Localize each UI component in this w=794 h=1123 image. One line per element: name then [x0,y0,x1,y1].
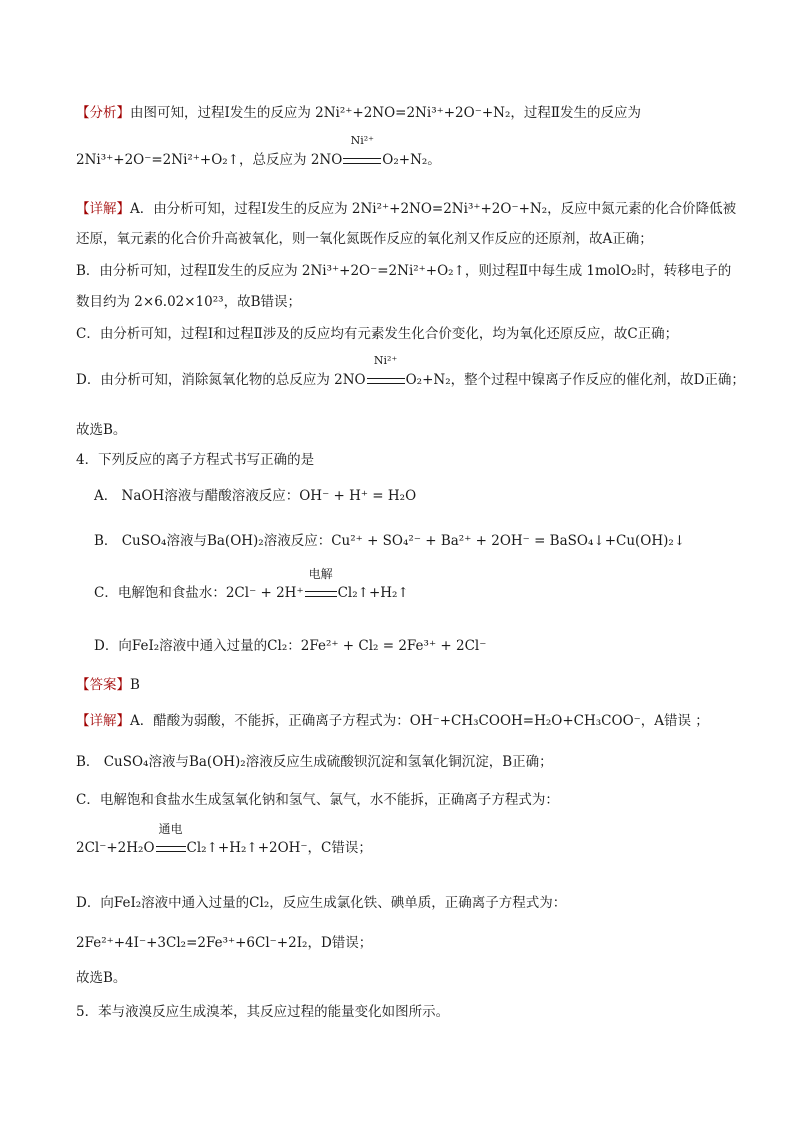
analysis-eq-right: O₂+N₂。 [382,152,441,168]
condition-label: Ni²⁺ [350,134,374,147]
catalyst-condition [343,134,381,170]
detail3-c-line: C．由分析可知，过程Ⅰ和过程Ⅱ涉及的反应均有元素发生化合价变化，均为氧化还原反应，故C正确； [76,326,679,342]
equals-sign [305,591,337,597]
detail3-conclusion: 故选B。 [76,422,127,438]
detail3-a-text-1: A．由分析可知，过程Ⅰ发生的反应为 2Ni²⁺+2NO=2Ni³⁺+2O⁻+N₂，反应中氮元素的化合价降低被 [130,201,737,217]
analysis-eq-left: 2Ni³⁺+2O⁻=2Ni²⁺+O₂↑，总反应为 2NO [76,152,343,168]
analysis-text-1: 由图可知，过程Ⅰ发生的反应为 2Ni²⁺+2NO=2Ni³⁺+2O⁻+N₂，过程Ⅱ发生的反应为 [130,105,642,121]
condition-label: 电解 [308,567,333,581]
detail3-d-text-b: O₂+N₂，整个过程中镍离子作反应的催化剂，故D正确； [405,372,745,388]
analysis-tag: 【分析】 [76,105,130,121]
option-c-text-b: Cl₂↑+H₂↑ [337,585,409,601]
catalyst-condition [367,354,405,390]
answer-value: B [130,677,140,693]
condition-label: Ni²⁺ [373,354,398,367]
question-4-stem: 4．下列反应的离子方程式书写正确的是 [76,452,315,468]
detail4-d-line-1: D．向FeI₂溶液中通入过量的Cl₂，反应生成氯化铁、碘单质，正确离子方程式为： [76,895,567,911]
question-5-stem: 5．苯与液溴反应生成溴苯，其反应过程的能量变化如图所示。 [76,1004,450,1020]
question-4-option-d: D．向FeI₂溶液中通入过量的Cl₂：2Fe²⁺ + Cl₂ = 2Fe³⁺ + 2Cl⁻ [94,638,487,654]
detail4-c-eq-right: Cl₂↑+H₂↑+2OH⁻，C错误； [186,840,372,856]
detail4-a-text: A．醋酸为弱酸，不能拆，正确离子方程式为：OH⁻+CH₃COOH=H₂O+CH₃COO⁻，A错误 ； [130,713,709,729]
detail4-d-line-2: 2Fe²⁺+4I⁻+3Cl₂=2Fe³⁺+6Cl⁻+2I₂，D错误； [76,935,373,951]
detail3-d-line [76,354,754,390]
detail3-b-line-2: 数目约为 2×6.02×10²³，故B错误； [76,294,301,310]
detail4-conclusion: 故选B。 [76,970,127,986]
answer-line [76,675,754,695]
detail3-d-text-a: D．由分析可知，消除氮氧化物的总反应为 2NO [76,372,366,388]
detail4-a-line [76,711,754,731]
detail4-c-line-2 [76,822,754,858]
detail4-b-line: B． CuSO₄溶液与Ba(OH)₂溶液反应生成硫酸钡沉淀和氢氧化铜沉淀，B正确； [76,754,553,770]
condition-label: 通电 [158,822,183,836]
detail3-a-line-1 [76,199,754,219]
question-4-option-a: A． NaOH溶液与醋酸溶液反应：OH⁻ + H⁺ = H₂O [94,488,417,504]
detail4-c-eq-left: 2Cl⁻+2H₂O [76,840,155,856]
electrolysis-condition [156,822,186,858]
equals-sign [343,158,381,164]
analysis-line-2 [76,134,754,170]
question-4-option-c [94,567,754,603]
detail4-c-line-1: C．电解饱和食盐水生成氢氧化钠和氢气、氯气，水不能拆，正确离子方程式为： [76,792,559,808]
question-4-option-b: B． CuSO₄溶液与Ba(OH)₂溶液反应：Cu²⁺ + SO₄²⁻ + Ba²⁺ + 2OH⁻ = BaSO₄↓+Cu(OH)₂↓ [94,533,686,549]
electrolysis-condition [305,567,337,603]
equals-sign [367,378,405,384]
detail3-a-line-2: 还原，氧元素的化合价升高被氧化，则一氧化氮既作反应的氧化剂又作反应的还原剂，故A正确； [76,231,653,247]
detail3-b-line-1: B．由分析可知，过程Ⅱ发生的反应为 2Ni³⁺+2O⁻=2Ni²⁺+O₂↑，则过程Ⅱ中每生成 1molO₂时，转移电子的 [76,263,732,279]
option-c-text-a: C．电解饱和食盐水：2Cl⁻ + 2H⁺ [94,585,304,601]
equals-sign [156,846,186,852]
detail-tag: 【详解】 [76,713,130,729]
answer-tag: 【答案】 [76,677,130,693]
detail-tag: 【详解】 [76,201,130,217]
analysis-line-1 [76,103,754,123]
